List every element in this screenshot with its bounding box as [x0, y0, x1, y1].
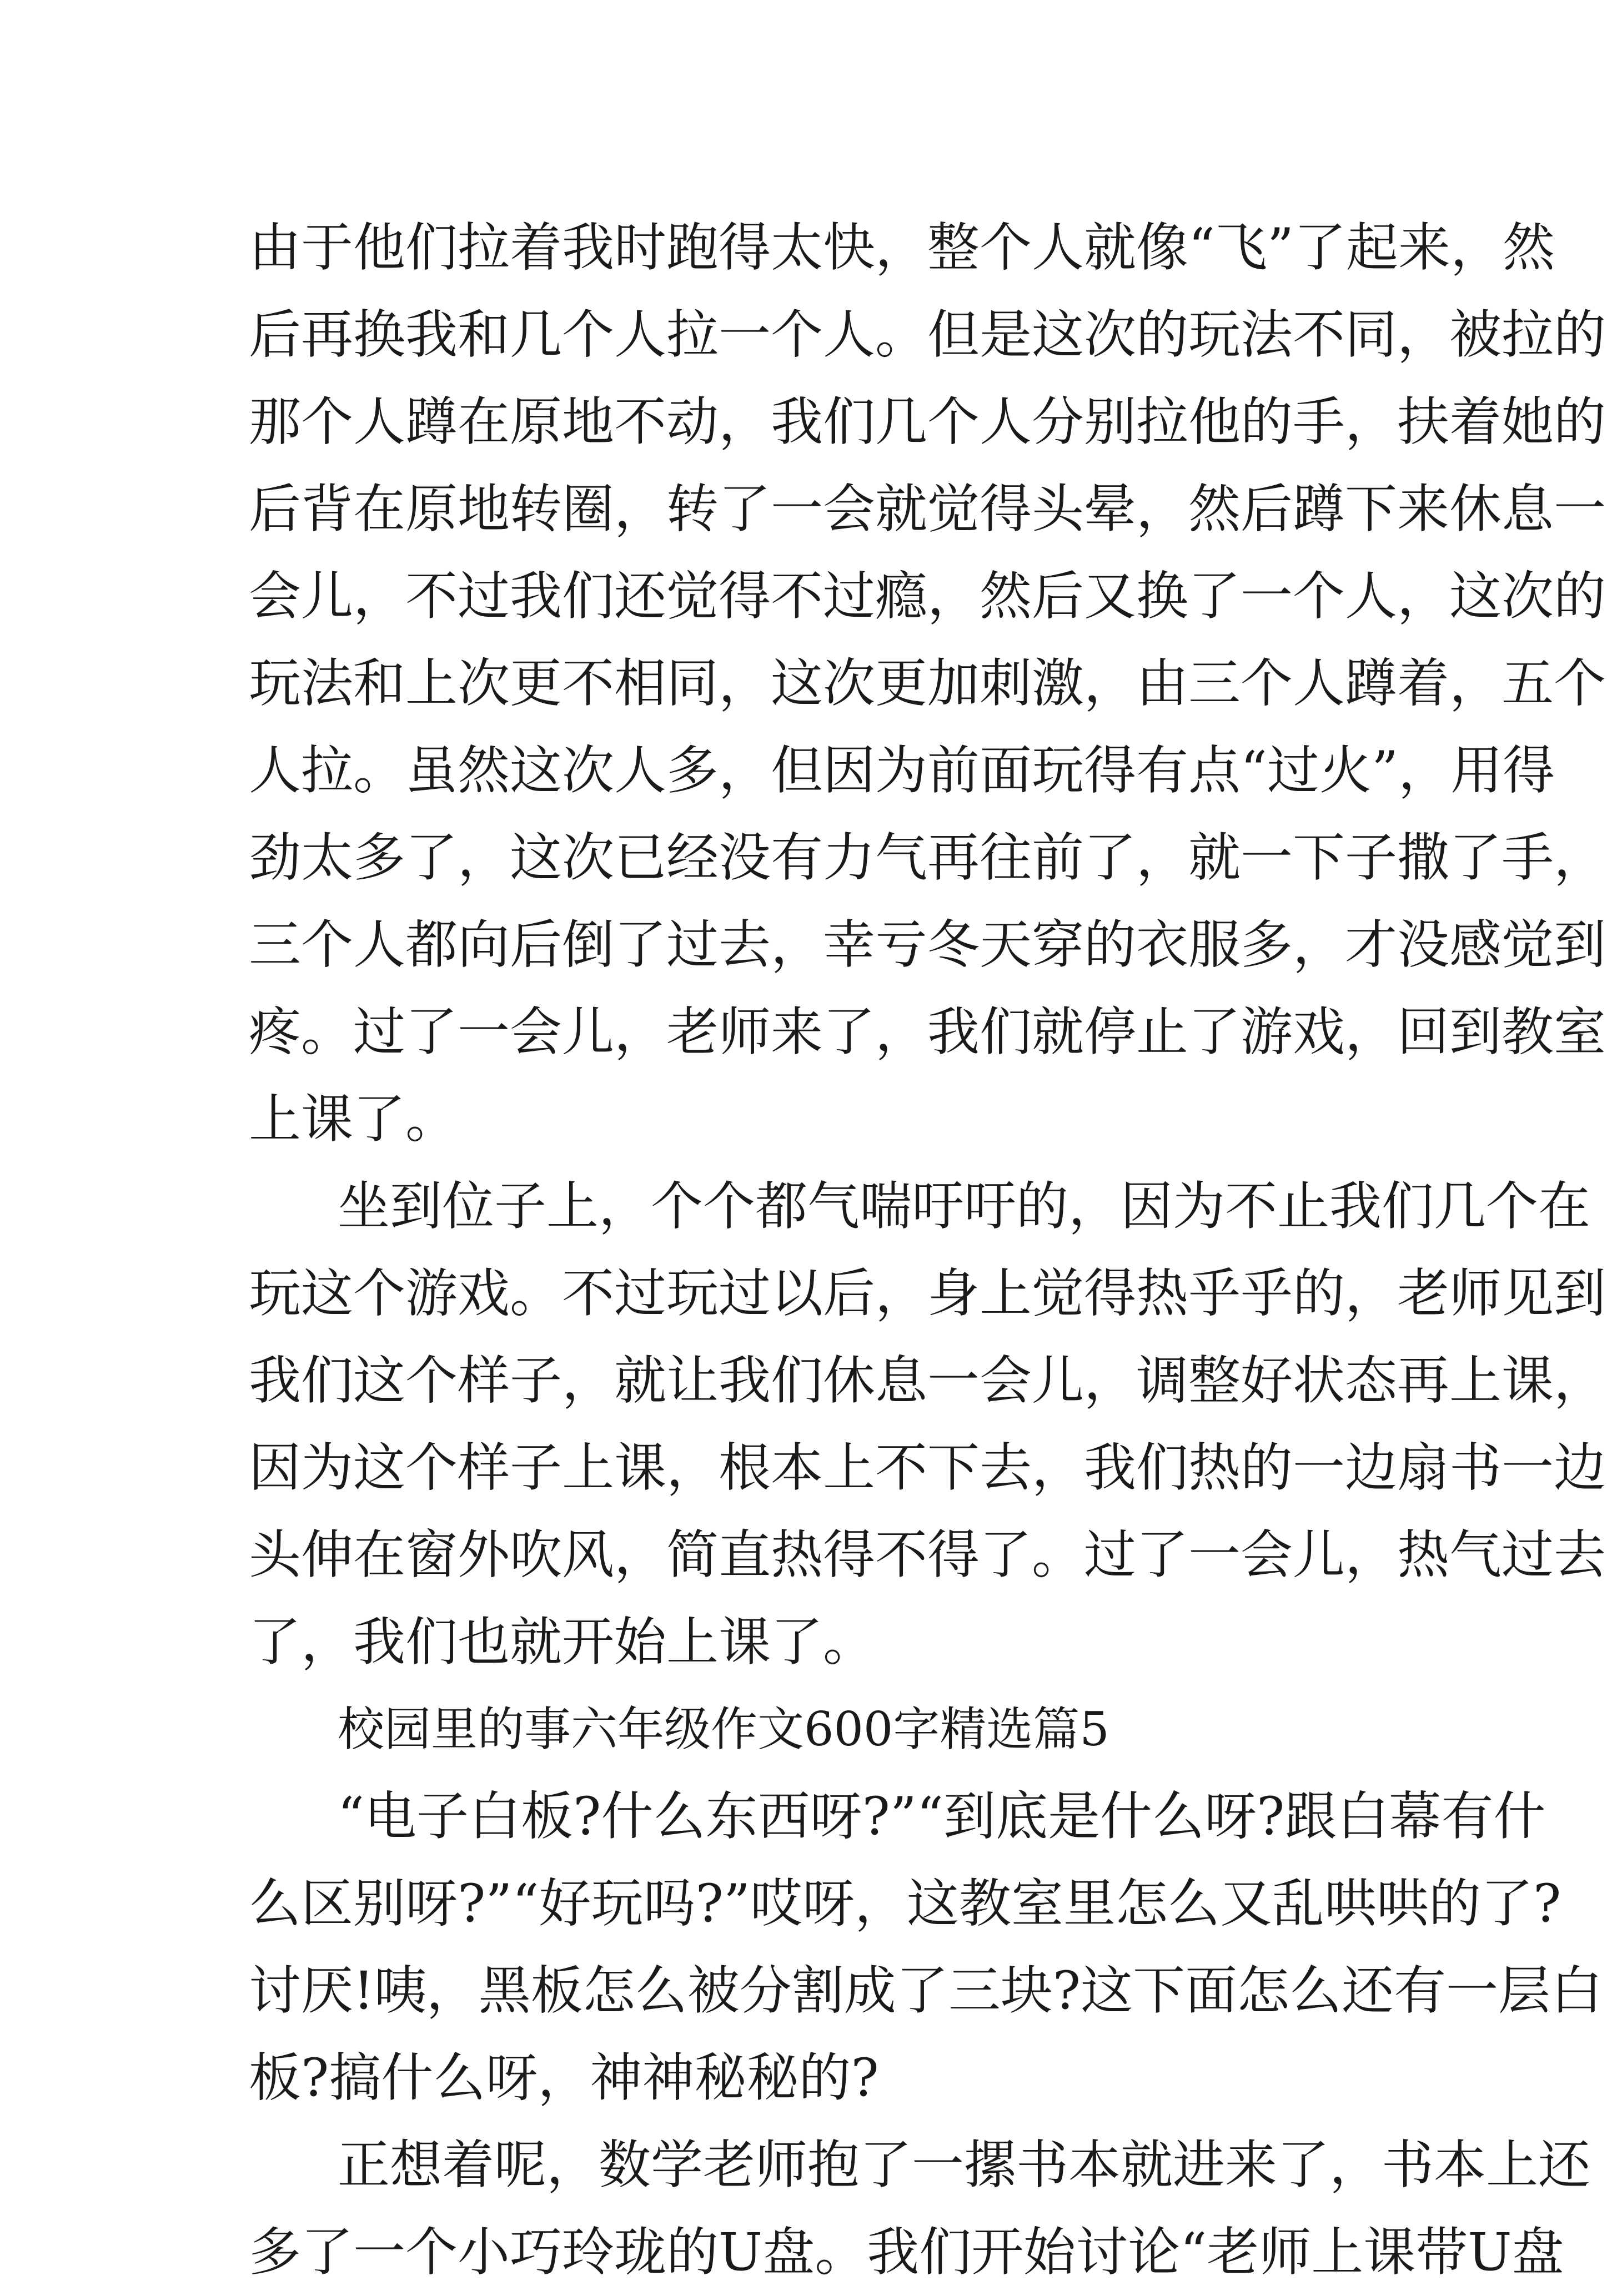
paragraph-line: 玩这个游戏。不过玩过以后，身上觉得热乎乎的，老师见到: [249, 1263, 1606, 1324]
paragraph-line: 会儿，不过我们还觉得不过瘾，然后又换了一个人，这次的: [249, 566, 1606, 627]
article-body: [249, 204, 1606, 2296]
section-heading: 校园里的事六年级作文600字精选篇5: [338, 1702, 1109, 1756]
paragraph-line: 后背在原地转圈，转了一会就觉得头晕，然后蹲下来休息一: [249, 479, 1606, 540]
paragraph-line: 那个人蹲在原地不动，我们几个人分别拉他的手，扶着她的: [249, 392, 1606, 452]
paragraph-line: 讨厌!咦，黑板怎么被分割成了三块?这下面怎么还有一层白: [249, 1961, 1603, 2021]
paragraph-line: 我们这个样子，就让我们休息一会儿，调整好状态再上课，: [249, 1351, 1606, 1411]
paragraph-first-line: “电子白板?什么东西呀?”“到底是什么呀?跟白幕有什: [338, 1786, 1546, 1847]
paragraph-line: 板?搞什么呀，神神秘秘的?: [249, 2048, 879, 2108]
paragraph-first-line: 坐到位子上，个个都气喘吁吁的，因为不止我们几个在: [338, 1176, 1591, 1237]
paragraph-line: 因为这个样子上课，根本上不下去，我们热的一边扇书一边: [249, 1438, 1606, 1498]
paragraph-line: 三个人都向后倒了过去，幸亏冬天穿的衣服多，才没感觉到: [249, 915, 1606, 975]
paragraph-line: 人拉。虽然这次人多，但因为前面玩得有点“过火”，用得: [249, 741, 1555, 801]
paragraph-line: 由于他们拉着我时跑得太快，整个人就像“飞”了起来，然: [249, 218, 1555, 278]
paragraph-line: 劲太多了，这次已经没有力气再往前了，就一下子撒了手，: [249, 828, 1606, 888]
paragraph-first-line: 正想着呢，数学老师抱了一摞书本就进来了，书本上还: [338, 2135, 1591, 2196]
paragraph-line: 多了一个小巧玲珑的U盘。我们开始讨论“老师上课带U盘: [249, 2222, 1564, 2283]
paragraph-line: 疼。过了一会儿，老师来了，我们就停止了游戏，回到教室: [249, 1002, 1606, 1063]
paragraph-line: 后再换我和几个人拉一个人。但是这次的玩法不同，被拉的: [249, 305, 1606, 365]
paragraph-line: 了，我们也就开始上课了。: [249, 1612, 876, 1673]
paragraph-line: 上课了。: [249, 1089, 458, 1150]
paragraph-line: 么区别呀?”“好玩吗?”哎呀，这教室里怎么又乱哄哄的了?: [249, 1874, 1561, 1934]
paragraph-line: 玩法和上次更不相同，这次更加刺激，由三个人蹲着，五个: [249, 653, 1606, 714]
paragraph-line: 头伸在窗外吹风，简直热得不得了。过了一会儿，热气过去: [249, 1525, 1606, 1585]
